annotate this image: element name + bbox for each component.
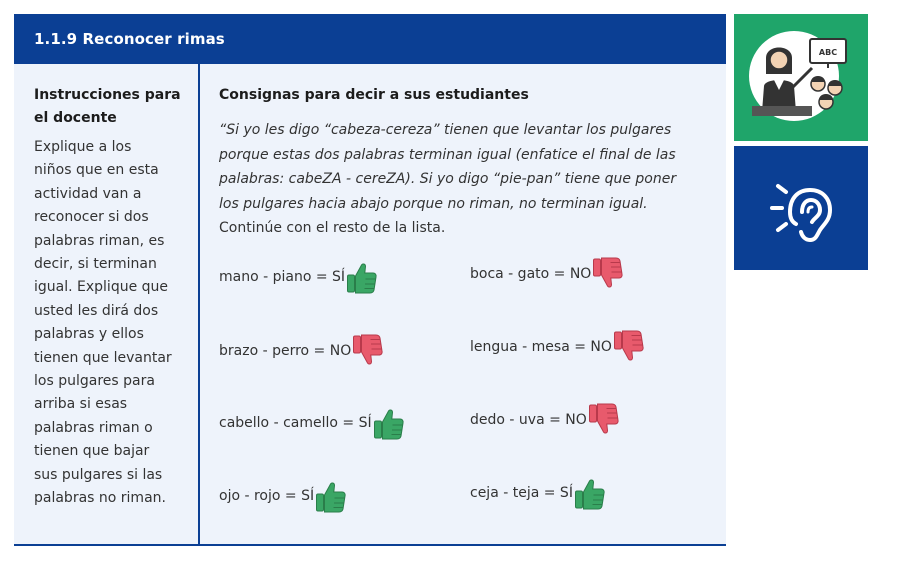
word-pair-item: dedo - uva = NO (470, 403, 620, 437)
thumbs-up-icon (346, 260, 378, 294)
thumbs-up-icon (574, 476, 606, 510)
section-header (14, 14, 726, 64)
listening-tile (734, 146, 868, 270)
student-instructions-heading: Consignas para decir a sus estudiantes (219, 87, 529, 103)
word-pair-item: brazo - perro = NO (219, 334, 384, 368)
student-instructions-text: “Si yo les digo “cabeza-cereza” tienen que levantar los pulgares porque estas dos palabras terminan igual (enfatice el final de las palabras: cabeZA - cereZA). Si yo digo “pie-pan” tiene que poner los pulgares hacia abajo porque no riman, no terminan igual. Continúe con el resto de la lista. (219, 122, 677, 236)
thumbs-down-icon (613, 330, 645, 364)
teacher-with-students-icon (734, 14, 868, 141)
teacher-instructions-text: Explique a los niños que en esta actividad van a reconocer si dos palabras riman, es decir, si terminan igual. Explique que usted les dirá dos palabras y ellos tienen que levantar los pulgares para arriba si esas palabras riman o tienen que bajar sus pulgares si las palabras no riman. (34, 139, 172, 507)
word-pair-item: lengua - mesa = NO (470, 330, 645, 364)
word-pair-item: boca - gato = NO (470, 257, 624, 291)
listening-ear-icon (734, 146, 868, 270)
activity-card (14, 14, 726, 547)
section-title: 1.1.9 Reconocer rimas (34, 30, 225, 48)
board-text: ABC (818, 48, 838, 57)
thumbs-down-icon (352, 334, 384, 368)
thumbs-down-icon (592, 257, 624, 291)
thumbs-up-icon (373, 406, 405, 440)
thumbs-down-icon (588, 403, 620, 437)
word-pair-item: ojo - rojo = SÍ (219, 479, 347, 513)
teacher-illustration-tile (734, 14, 868, 141)
word-pair-item: ceja - teja = SÍ (470, 476, 606, 510)
card-bottom-border (14, 544, 726, 546)
teacher-instructions-column (34, 84, 184, 511)
column-divider (198, 64, 200, 546)
thumbs-up-icon (315, 479, 347, 513)
teacher-instructions-heading: Instrucciones para el docente (34, 87, 181, 126)
word-pair-item: mano - piano = SÍ (219, 260, 378, 294)
word-pair-item: cabello - camello = SÍ (219, 406, 405, 440)
